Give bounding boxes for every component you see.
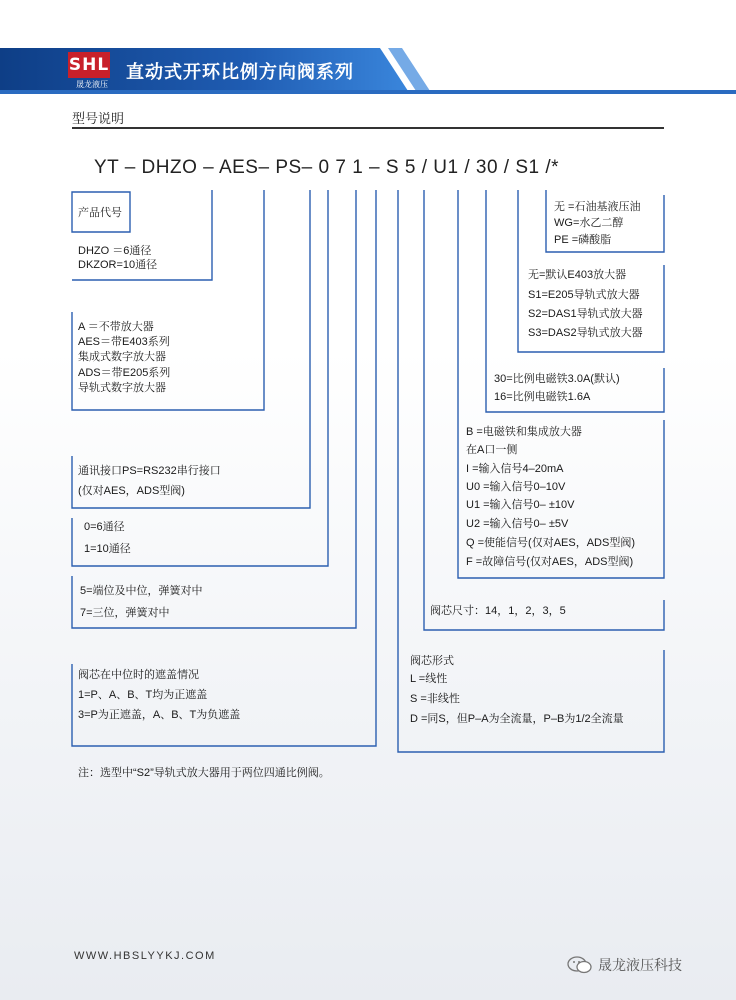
signal-line-8: F =故障信号(仅对AES，ADS型阀) bbox=[466, 556, 634, 568]
spool-size: 阀芯尺寸：14，1，2，3，5 bbox=[430, 605, 566, 617]
comm-line-2: (仅对AES，ADS型阀) bbox=[78, 485, 185, 497]
amp-option-line-3: S2=DAS1导轨式放大器 bbox=[528, 308, 643, 320]
spool-type-line-1: 阀芯形式 bbox=[410, 655, 454, 667]
overlap-line-3: 3=P为正遮盖，A、B、T为负遮盖 bbox=[78, 709, 241, 721]
signal-line-6: U2 =输入信号0– ±5V bbox=[466, 518, 569, 530]
spool-type-line-4: D =同S，但P–A为全流量，P–B为1/2全流量 bbox=[410, 713, 624, 725]
wechat-brand-name: 晟龙液压科技 bbox=[598, 958, 682, 974]
product-code-label: 产品代号 bbox=[78, 207, 122, 219]
section-title: 型号说明 bbox=[72, 111, 125, 126]
solenoid-line-2: 16=比例电磁铁1.6A bbox=[494, 391, 591, 403]
logo-caption: 晟龙液压 bbox=[76, 80, 108, 89]
overlap-line-2: 1=P、A、B、T均为正遮盖 bbox=[78, 689, 208, 701]
spool-type-line-2: L =线性 bbox=[410, 673, 448, 685]
position-line-2: 7=三位，弹簧对中 bbox=[80, 607, 170, 619]
overlap-line-1: 阀芯在中位时的遮盖情况 bbox=[78, 669, 199, 681]
channel-line-1: 0=6通径 bbox=[84, 521, 125, 533]
amplifier-line-2: AES＝带E403系列 bbox=[78, 336, 170, 348]
amp-option-line-2: S1=E205导轨式放大器 bbox=[528, 289, 640, 301]
size-line-2: DKZOR=10通径 bbox=[78, 259, 158, 271]
logo-mark: SHL bbox=[68, 52, 110, 78]
comm-line-1: 通讯接口PS=RS232串行接口 bbox=[78, 465, 221, 477]
spool-type-line-3: S =非线性 bbox=[410, 693, 460, 705]
amplifier-line-4: ADS＝带E205系列 bbox=[78, 367, 171, 379]
header-title: 直动式开环比例方向阀系列 bbox=[126, 62, 354, 82]
amp-option-line-4: S3=DAS2导轨式放大器 bbox=[528, 327, 643, 339]
footnote: 注：选型中“S2”导轨式放大器用于两位四通比例阀。 bbox=[78, 767, 330, 779]
wechat-icon bbox=[567, 955, 593, 975]
model-code: YT – DHZO – AES– PS– 0 7 1 – S 5 / U1 / 30 / S1 /* bbox=[94, 157, 560, 178]
size-line-1: DHZO ＝6通径 bbox=[78, 245, 152, 257]
fluid-line-2: WG=水乙二醇 bbox=[554, 217, 624, 229]
signal-line-7: Q =使能信号(仅对AES，ADS型阀) bbox=[466, 537, 635, 549]
fluid-line-3: PE =磷酸脂 bbox=[554, 234, 612, 246]
solenoid-line-1: 30=比例电磁铁3.0A(默认) bbox=[494, 373, 620, 385]
amplifier-line-1: A ＝不带放大器 bbox=[78, 321, 154, 333]
channel-line-2: 1=10通径 bbox=[84, 543, 131, 555]
fluid-line-1: 无 =石油基液压油 bbox=[554, 201, 641, 213]
signal-line-5: U1 =输入信号0– ±10V bbox=[466, 499, 575, 511]
signal-line-2: 在A口一侧 bbox=[466, 444, 518, 456]
signal-line-1: B =电磁铁和集成放大器 bbox=[466, 426, 582, 438]
amp-option-line-1: 无=默认E403放大器 bbox=[528, 269, 627, 281]
amplifier-line-3: 集成式数字放大器 bbox=[78, 351, 166, 363]
signal-line-4: U0 =输入信号0–10V bbox=[466, 481, 566, 493]
amplifier-line-5: 导轨式数字放大器 bbox=[78, 382, 166, 394]
signal-line-3: I =输入信号4–20mA bbox=[466, 463, 564, 475]
footer-url: WWW.HBSLYYKJ.COM bbox=[74, 950, 216, 962]
leader-comm bbox=[72, 190, 310, 508]
position-line-1: 5=端位及中位，弹簧对中 bbox=[80, 585, 203, 597]
